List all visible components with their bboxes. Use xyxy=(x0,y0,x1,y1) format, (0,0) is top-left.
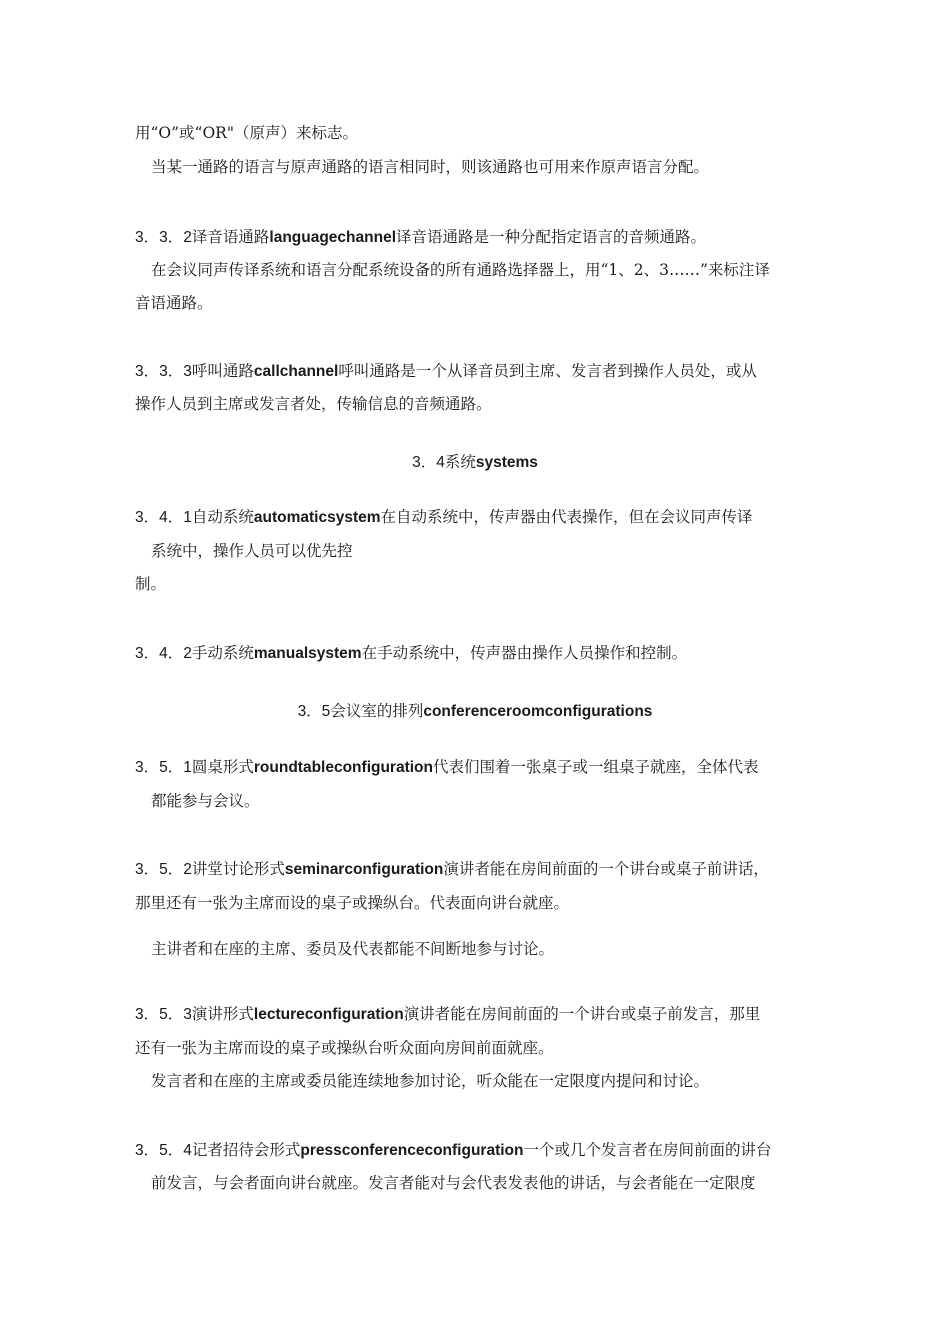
section-text: 在自动系统中，传声器由代表操作，但在会议同声传译 xyxy=(380,508,753,526)
section-title-zh: 演讲形式 xyxy=(191,1005,254,1023)
section-title-en: pressconferenceconfiguration xyxy=(300,1142,524,1159)
paragraph-line: 用“O”或“OR"（原声）来标志。 xyxy=(135,124,358,142)
section-text: 一个或几个发言者在房间前面的讲台 xyxy=(523,1141,772,1159)
section-number: 3．5．2 xyxy=(135,861,192,878)
section-number: 3．3．3 xyxy=(135,363,192,380)
section-number: 3．4．2 xyxy=(135,645,192,662)
section-number: 3．5．3 xyxy=(135,1006,192,1023)
section-title-en: lectureconfiguration xyxy=(253,1006,404,1023)
section-3-5-2 xyxy=(135,862,769,878)
section-title-en: callchannel xyxy=(253,363,339,380)
section-text: 演讲者能在房间前面的一个讲台或桌子前发言，那里 xyxy=(403,1005,761,1023)
paragraph-line: 制。 xyxy=(135,575,167,593)
section-3-5-4 xyxy=(135,1143,771,1159)
heading-title-zh: 系统 xyxy=(444,453,476,471)
section-text: 译音语通路是一种分配指定语言的音频通路。 xyxy=(396,228,707,246)
section-title-zh: 记者招待会形式 xyxy=(191,1141,301,1159)
section-text: 在手动系统中，传声器由操作人员操作和控制。 xyxy=(361,644,688,662)
section-title-en: languagechannel xyxy=(269,229,397,246)
heading-title-en: systems xyxy=(475,454,538,471)
paragraph-line: 在会议同声传译系统和语言分配系统设备的所有通路选择器上，用“1、2、3……”来标注译 xyxy=(151,261,770,279)
section-title-zh: 讲堂讨论形式 xyxy=(191,860,285,878)
heading-title-en: conferenceroomconfigurations xyxy=(423,703,653,720)
paragraph-line: 都能参与会议。 xyxy=(151,792,260,810)
section-title-en: roundtableconfiguration xyxy=(253,759,433,776)
paragraph-line: 主讲者和在座的主席、委员及代表都能不间断地参与讨论。 xyxy=(151,940,555,958)
section-title-en: seminarconfiguration xyxy=(284,861,444,878)
section-text: 演讲者能在房间前面的一个讲台或桌子前讲话， xyxy=(443,860,769,878)
section-number: 3．4．1 xyxy=(135,509,192,526)
heading-3-4 xyxy=(0,455,950,471)
paragraph-line: 系统中，操作人员可以优先控 xyxy=(151,542,353,560)
paragraph-line: 音语通路。 xyxy=(135,294,213,312)
section-text: 代表们围着一张桌子或一组桌子就座，全体代表 xyxy=(433,758,759,776)
paragraph-line: 发言者和在座的主席或委员能连续地参加讨论，听众能在一定限度内提问和讨论。 xyxy=(151,1072,710,1090)
section-title-zh: 自动系统 xyxy=(191,508,254,526)
section-3-3-2 xyxy=(135,230,706,246)
section-title-en: automaticsystem xyxy=(253,509,381,526)
section-title-zh: 译音语通路 xyxy=(191,228,270,246)
section-number: 3．3．2 xyxy=(135,229,192,246)
section-title-zh: 手动系统 xyxy=(191,644,254,662)
heading-title-zh: 会议室的排列 xyxy=(330,702,424,720)
section-number: 3．5．1 xyxy=(135,759,192,776)
heading-3-5 xyxy=(0,704,950,720)
section-title-zh: 呼叫通路 xyxy=(191,362,254,380)
paragraph-line: 操作人员到主席或发言者处，传输信息的音频通路。 xyxy=(135,395,492,413)
section-title-zh: 圆桌形式 xyxy=(191,758,254,776)
section-3-5-1 xyxy=(135,760,759,776)
paragraph-line: 当某一通路的语言与原声通路的语言相同时，则该通路也可用来作原声语言分配。 xyxy=(151,158,710,176)
heading-number: 3．4 xyxy=(412,454,445,471)
paragraph-line: 那里还有一张为主席而设的桌子或操纵台。代表面向讲台就座。 xyxy=(135,894,570,912)
section-3-5-3 xyxy=(135,1007,760,1023)
section-3-4-1 xyxy=(135,510,753,526)
heading-number: 3．5 xyxy=(297,703,331,720)
section-3-3-3 xyxy=(135,364,757,380)
section-text: 呼叫通路是一个从译音员到主席、发言者到操作人员处，或从 xyxy=(338,362,757,380)
section-3-4-2 xyxy=(135,646,687,662)
paragraph-line: 还有一张为主席而设的桌子或操纵台听众面向房间前面就座。 xyxy=(135,1039,554,1057)
section-title-en: manualsystem xyxy=(253,645,362,662)
section-number: 3．5．4 xyxy=(135,1142,192,1159)
paragraph-line: 前发言，与会者面向讲台就座。发言者能对与会代表发表他的讲话，与会者能在一定限度 xyxy=(151,1174,756,1192)
